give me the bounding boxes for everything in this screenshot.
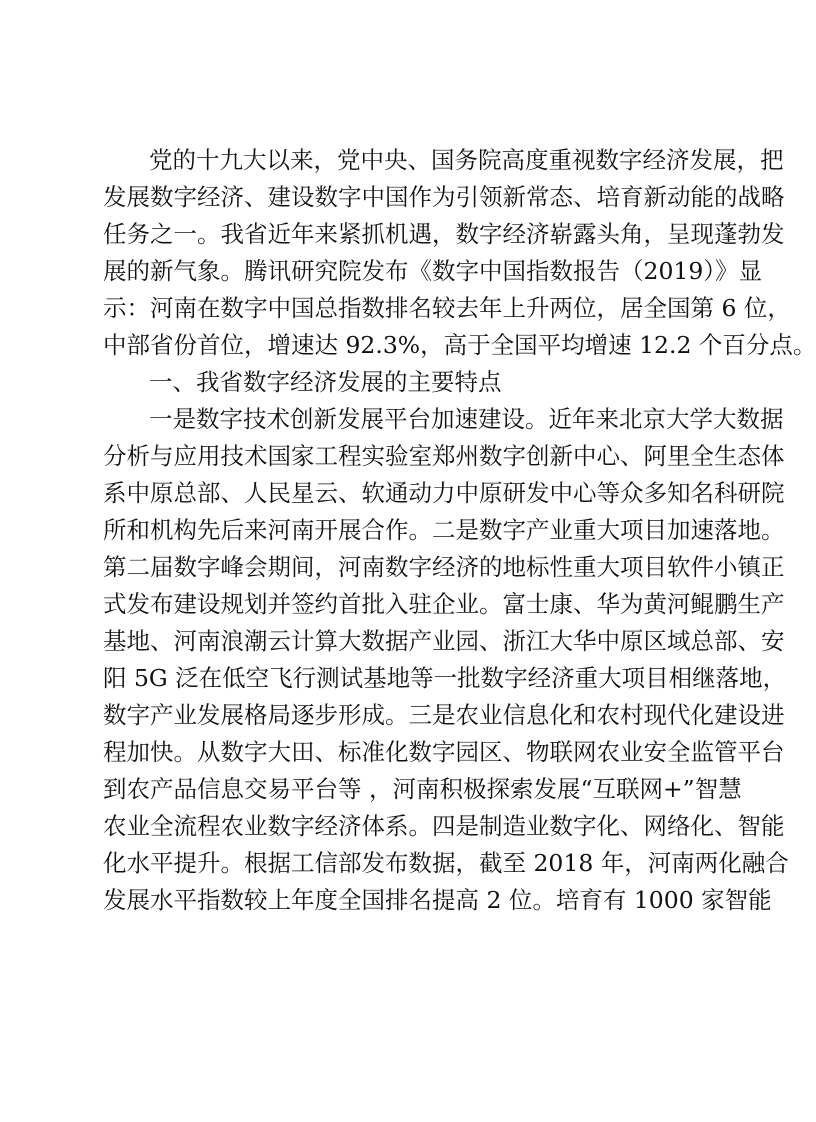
paragraph-line: 中部省份首位，增速达 92.3%，高于全国平均增速 12.2 个百分点。 xyxy=(103,331,816,359)
paragraph-line: 党的十九大以来，党中央、国务院高度重视数字经济发展，把 xyxy=(149,146,784,174)
paragraph-line: 系中原总部、人民星云、软通动力中原研发中心等众多知名科研院 xyxy=(103,479,785,507)
paragraph-line: 化水平提升。根据工信部发布数据，截至 2018 年，河南两化融合 xyxy=(103,849,789,877)
paragraph-line: 到农产品信息交易平台等 ，河南积极探索发展“互联网+”智慧 xyxy=(103,775,742,803)
paragraph-line: 展的新气象。腾讯研究院发布《数字中国指数报告（2019）》显 xyxy=(103,257,763,285)
section-heading: 一、我省数字经济发展的主要特点 xyxy=(149,368,502,396)
paragraph-line: 分析与应用技术国家工程实验室郑州数字创新中心、阿里全生态体 xyxy=(103,442,785,470)
paragraph-line: 阳 5G 泛在低空飞行测试基地等一批数字经济重大项目相继落地， xyxy=(103,664,787,692)
paragraph-line: 发展水平指数较上年度全国排名提高 2 位。培育有 1000 家智能 xyxy=(103,886,772,914)
paragraph-line: 程加快。从数字大田、标准化数字园区、物联网农业安全监管平台 xyxy=(103,738,785,766)
paragraph-line: 农业全流程农业数字经济体系。四是制造业数字化、网络化、智能 xyxy=(103,812,785,840)
paragraph-line: 数字产业发展格局逐步形成。三是农业信息化和农村现代化建设进 xyxy=(103,701,785,729)
paragraph-line: 所和机构先后来河南开展合作。二是数字产业重大项目加速落地。 xyxy=(103,516,785,544)
paragraph-line: 式发布建设规划并签约首批入驻企业。富士康、华为黄河鲲鹏生产 xyxy=(103,590,785,618)
paragraph-line: 任务之一。我省近年来紧抓机遇，数字经济崭露头角，呈现蓬勃发 xyxy=(103,220,785,248)
paragraph-line: 示：河南在数字中国总指数排名较去年上升两位，居全国第 6 位， xyxy=(103,294,791,322)
paragraph-line: 一是数字技术创新发展平台加速建设。近年来北京大学大数据 xyxy=(149,405,784,433)
paragraph-line: 基地、河南浪潮云计算大数据产业园、浙江大华中原区域总部、安 xyxy=(103,627,785,655)
paragraph-line: 第二届数字峰会期间，河南数字经济的地标性重大项目软件小镇正 xyxy=(103,553,785,581)
paragraph-line: 发展数字经济、建设数字中国作为引领新常态、培育新动能的战略 xyxy=(103,183,785,211)
